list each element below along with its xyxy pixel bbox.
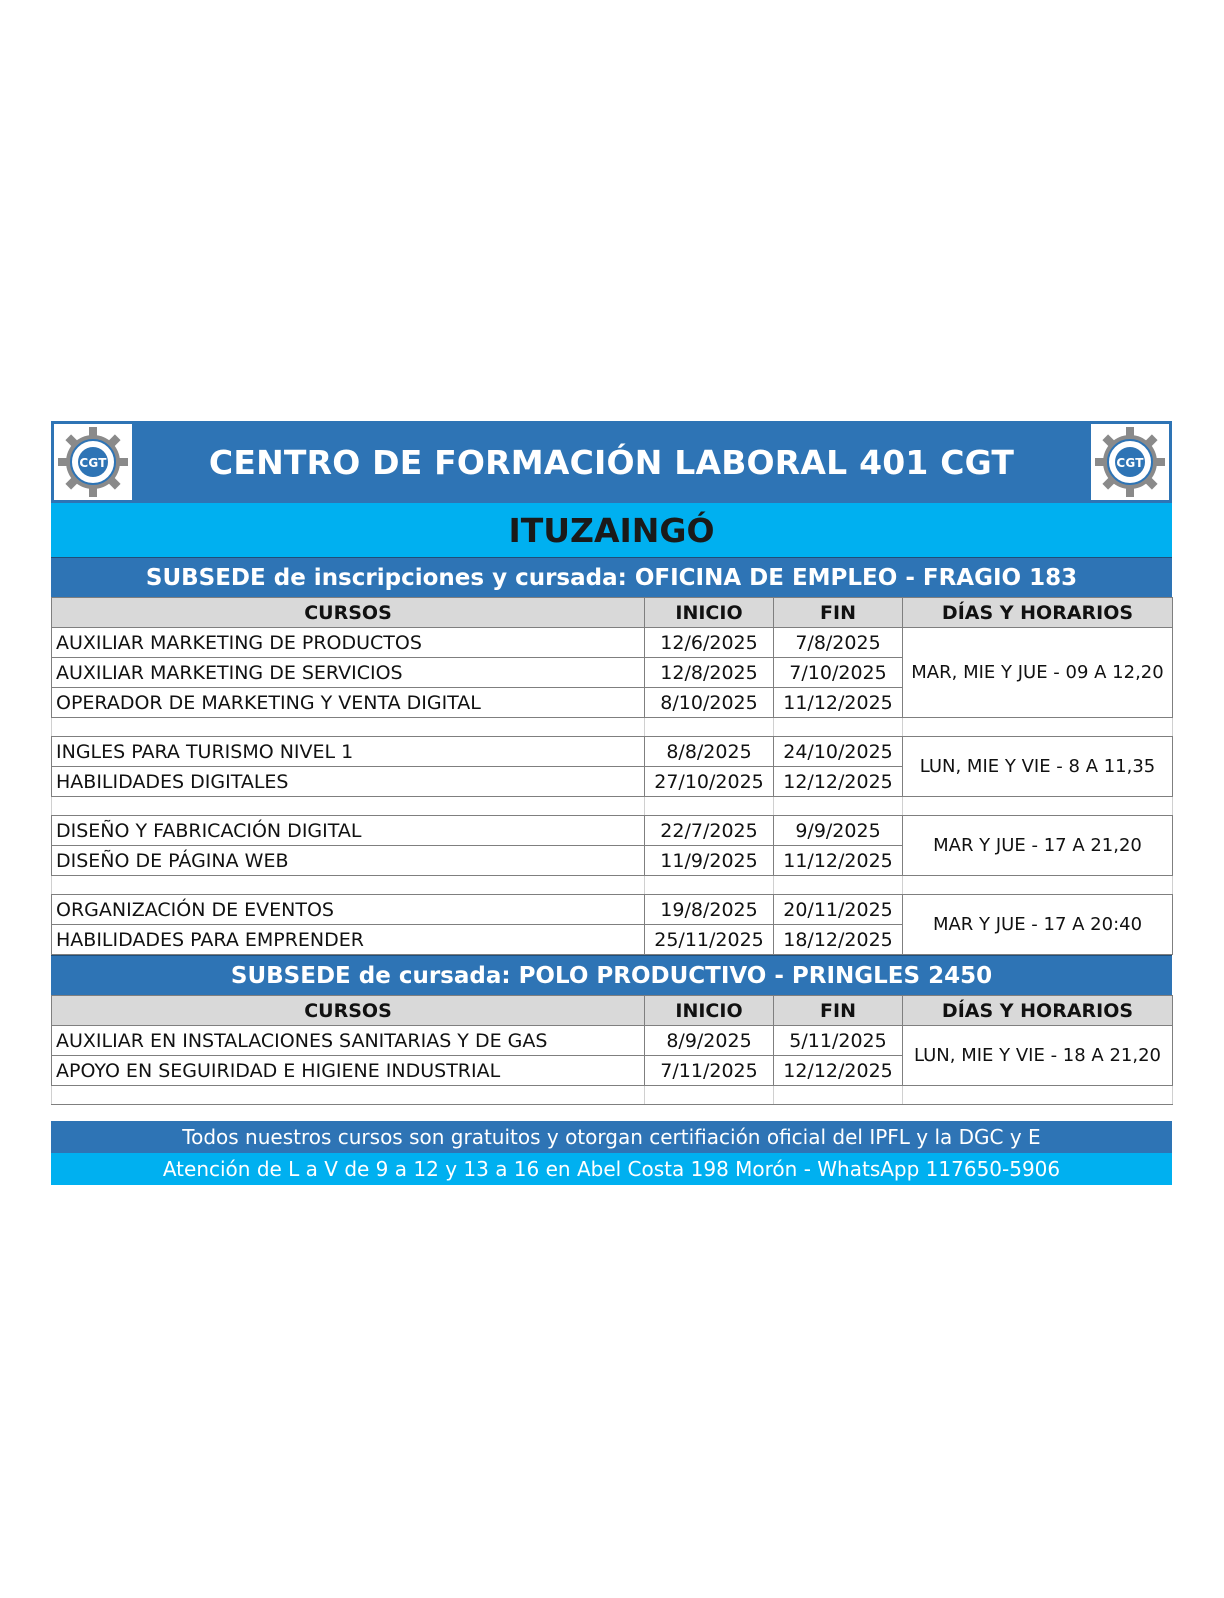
course-cell: DISEÑO Y FABRICACIÓN DIGITAL bbox=[52, 816, 645, 846]
spacer-cell bbox=[903, 876, 1173, 895]
spacer-cell bbox=[903, 718, 1173, 737]
spacer-cell bbox=[903, 797, 1173, 816]
end-date-cell: 20/11/2025 bbox=[774, 895, 903, 925]
col-fin: FIN bbox=[774, 598, 903, 628]
spacer-cell bbox=[774, 797, 903, 816]
start-date-cell: 8/9/2025 bbox=[645, 1026, 774, 1056]
end-date-cell: 11/12/2025 bbox=[774, 846, 903, 876]
start-date-cell: 22/7/2025 bbox=[645, 816, 774, 846]
col-fin: FIN bbox=[774, 996, 903, 1026]
spacer-cell bbox=[645, 876, 774, 895]
table-header-row bbox=[52, 996, 1173, 1026]
col-cursos: CURSOS bbox=[52, 996, 645, 1026]
start-date-cell: 25/11/2025 bbox=[645, 925, 774, 955]
footer-note: Todos nuestros cursos son gratuitos y otorgan certifiación oficial del IPFL y la DGC y E bbox=[51, 1121, 1172, 1153]
spacer-row bbox=[52, 876, 1173, 895]
start-date-cell: 7/11/2025 bbox=[645, 1056, 774, 1086]
start-date-cell: 8/10/2025 bbox=[645, 688, 774, 718]
end-date-cell: 12/12/2025 bbox=[774, 767, 903, 797]
spacer-cell bbox=[645, 1086, 774, 1105]
course-cell: HABILIDADES PARA EMPRENDER bbox=[52, 925, 645, 955]
table-row bbox=[52, 628, 1173, 658]
end-date-cell: 24/10/2025 bbox=[774, 737, 903, 767]
course-cell: AUXILIAR MARKETING DE SERVICIOS bbox=[52, 658, 645, 688]
end-date-cell: 7/10/2025 bbox=[774, 658, 903, 688]
course-cell: OPERADOR DE MARKETING Y VENTA DIGITAL bbox=[52, 688, 645, 718]
svg-text:CGT: CGT bbox=[79, 456, 107, 470]
course-cell: HABILIDADES DIGITALES bbox=[52, 767, 645, 797]
course-table-2 bbox=[51, 995, 1173, 1105]
course-schedule-sheet bbox=[51, 421, 1172, 1185]
schedule-cell: MAR, MIE Y JUE - 09 A 12,20 bbox=[903, 628, 1173, 718]
course-table-1 bbox=[51, 597, 1173, 955]
spacer-cell bbox=[52, 797, 645, 816]
spacer-cell bbox=[774, 1086, 903, 1105]
spacer-cell bbox=[52, 1086, 645, 1105]
course-cell: INGLES PARA TURISMO NIVEL 1 bbox=[52, 737, 645, 767]
spacer-row bbox=[52, 797, 1173, 816]
spacer-row bbox=[52, 718, 1173, 737]
start-date-cell: 12/6/2025 bbox=[645, 628, 774, 658]
spacer-cell bbox=[774, 876, 903, 895]
course-cell: AUXILIAR MARKETING DE PRODUCTOS bbox=[52, 628, 645, 658]
course-cell: DISEÑO DE PÁGINA WEB bbox=[52, 846, 645, 876]
start-date-cell: 8/8/2025 bbox=[645, 737, 774, 767]
course-cell: ORGANIZACIÓN DE EVENTOS bbox=[52, 895, 645, 925]
start-date-cell: 11/9/2025 bbox=[645, 846, 774, 876]
col-inicio: INICIO bbox=[645, 598, 774, 628]
end-date-cell: 5/11/2025 bbox=[774, 1026, 903, 1056]
end-date-cell: 7/8/2025 bbox=[774, 628, 903, 658]
city-banner: ITUZAINGÓ bbox=[51, 503, 1172, 557]
footer-contact: Atención de L a V de 9 a 12 y 13 a 16 en Abel Costa 198 Morón - WhatsApp 117650-5906 bbox=[51, 1153, 1172, 1185]
subsede-title-2: SUBSEDE de cursada: POLO PRODUCTIVO - PRINGLES 2450 bbox=[51, 955, 1172, 995]
table-header-row bbox=[52, 598, 1173, 628]
end-date-cell: 12/12/2025 bbox=[774, 1056, 903, 1086]
start-date-cell: 27/10/2025 bbox=[645, 767, 774, 797]
spacer-cell bbox=[52, 718, 645, 737]
svg-text:CGT: CGT bbox=[1116, 456, 1144, 470]
subsede-title-1: SUBSEDE de inscripciones y cursada: OFICINA DE EMPLEO - FRAGIO 183 bbox=[51, 557, 1172, 597]
start-date-cell: 19/8/2025 bbox=[645, 895, 774, 925]
page-title: CENTRO DE FORMACIÓN LABORAL 401 CGT bbox=[208, 442, 1015, 482]
end-date-cell: 9/9/2025 bbox=[774, 816, 903, 846]
table-row bbox=[52, 1026, 1173, 1056]
schedule-cell: MAR Y JUE - 17 A 20:40 bbox=[903, 895, 1173, 955]
spacer-cell bbox=[645, 718, 774, 737]
spacer-cell bbox=[52, 876, 645, 895]
header-bar bbox=[51, 421, 1172, 503]
schedule-cell: MAR Y JUE - 17 A 21,20 bbox=[903, 816, 1173, 876]
gear-logo-icon bbox=[1094, 426, 1166, 498]
table-row bbox=[52, 895, 1173, 925]
cgt-logo-left bbox=[54, 424, 132, 500]
end-date-cell: 11/12/2025 bbox=[774, 688, 903, 718]
table-row bbox=[52, 816, 1173, 846]
col-dias: DÍAS Y HORARIOS bbox=[903, 996, 1173, 1026]
start-date-cell: 12/8/2025 bbox=[645, 658, 774, 688]
col-dias: DÍAS Y HORARIOS bbox=[903, 598, 1173, 628]
spacer-cell bbox=[903, 1086, 1173, 1105]
spacer-cell bbox=[774, 718, 903, 737]
col-inicio: INICIO bbox=[645, 996, 774, 1026]
table-row bbox=[52, 737, 1173, 767]
spacer-cell bbox=[645, 797, 774, 816]
col-cursos: CURSOS bbox=[52, 598, 645, 628]
cgt-logo-right bbox=[1091, 424, 1169, 500]
course-cell: APOYO EN SEGUIRIDAD E HIGIENE INDUSTRIAL bbox=[52, 1056, 645, 1086]
schedule-cell: LUN, MIE Y VIE - 8 A 11,35 bbox=[903, 737, 1173, 797]
spacer-row bbox=[52, 1086, 1173, 1105]
course-cell: AUXILIAR EN INSTALACIONES SANITARIAS Y DE GAS bbox=[52, 1026, 645, 1056]
end-date-cell: 18/12/2025 bbox=[774, 925, 903, 955]
gear-logo-icon bbox=[57, 426, 129, 498]
schedule-cell: LUN, MIE Y VIE - 18 A 21,20 bbox=[903, 1026, 1173, 1086]
